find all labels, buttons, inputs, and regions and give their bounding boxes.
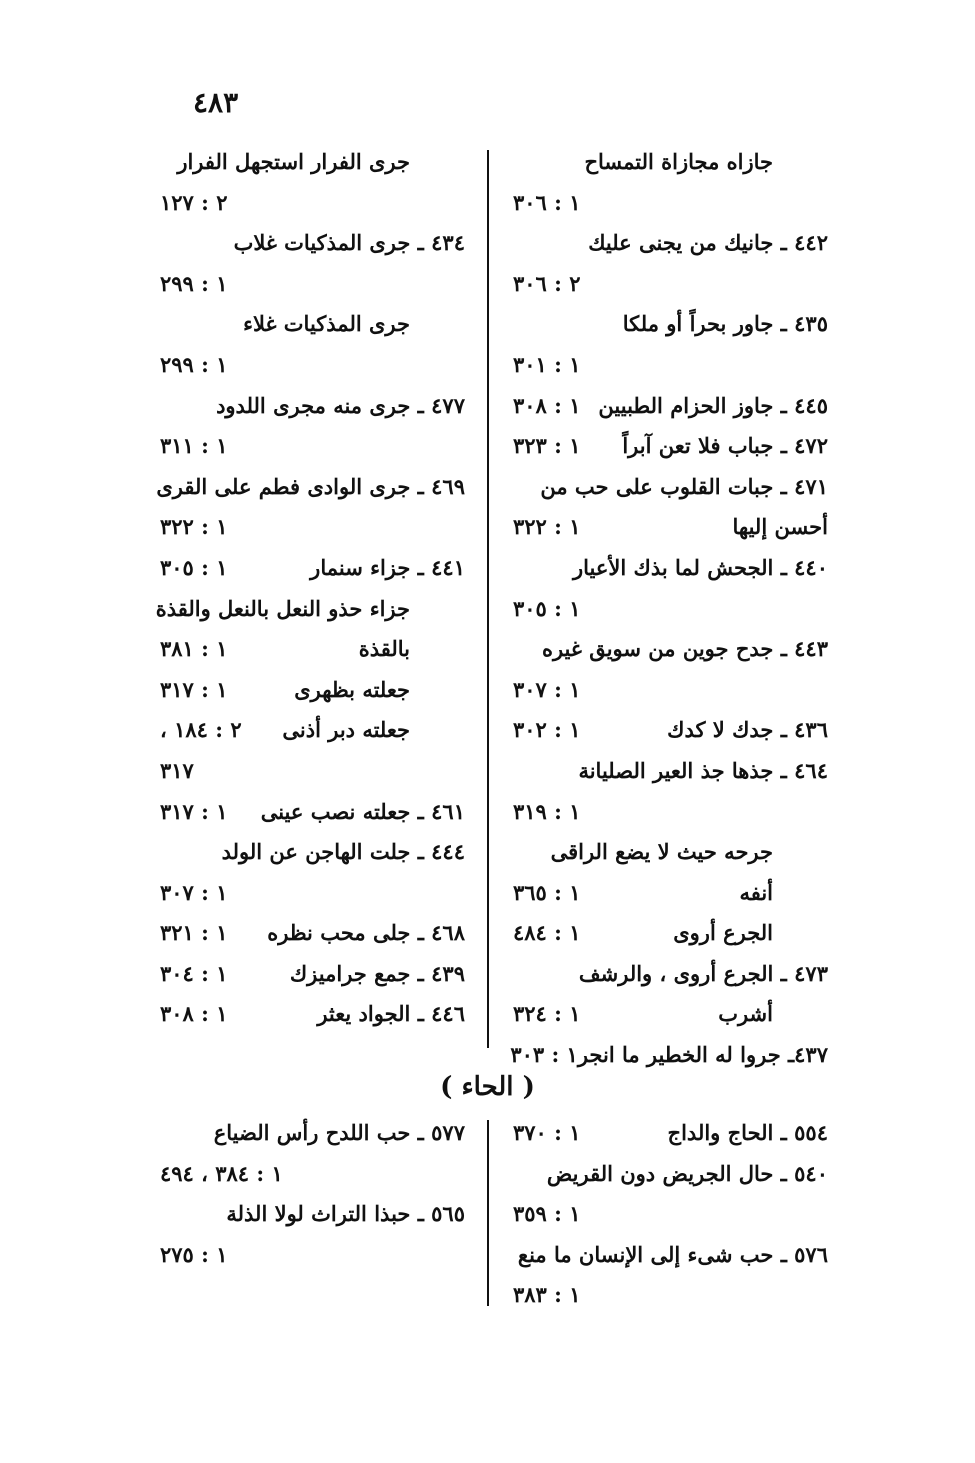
section1-left-column (155, 142, 465, 1035)
entry-reference: ١ : ٣٨٣ (513, 1282, 581, 1308)
entry-text: ٤٧٣ ـ الجرع أروى ، والرشف (578, 960, 828, 986)
index-entry (513, 994, 828, 1035)
index-entry (160, 629, 465, 670)
entry-reference: ١ : ٣٠٣ (510, 1042, 578, 1068)
index-entry (160, 264, 465, 305)
entry-reference: ١ : ٣٠١ (513, 351, 581, 377)
column-divider-1 (487, 150, 489, 1048)
index-entry (160, 832, 465, 873)
index-entry (513, 507, 828, 548)
entry-reference: ١ : ٣٠٥ (160, 554, 228, 580)
index-entry (160, 994, 465, 1035)
entry-text: جعلته دبر أذنى (282, 717, 410, 743)
entry-text: ٤٣٦ ـ جدك لا كدك (667, 717, 828, 743)
entry-reference: ١ : ٢٧٥ (160, 1241, 228, 1267)
entry-text: ٤٤٢ ـ جانيك من يجنى عليك (588, 230, 828, 256)
index-entry (513, 1154, 828, 1195)
section2-left-column (160, 1113, 465, 1275)
entry-text: ٥٤٠ ـ حال الجريض دون القريض (546, 1160, 828, 1186)
entry-text: ٤٤٠ ـ الجحش لما بذك الأعيار (573, 554, 828, 580)
index-entry (513, 832, 828, 873)
entry-text: ٤٤٤ ـ جلت الهاجن عن الولد (221, 839, 465, 865)
entry-reference: ٢ : ٣٠٦ (513, 270, 581, 296)
entry-text: ٤٧٧ ـ جرى منه مجرى اللدود (216, 392, 465, 418)
entry-reference: ١ : ٣٠٧ (160, 879, 228, 905)
index-entry (160, 345, 465, 386)
entry-text: ٥٦٥ ـ حبذا التراث لولا الذلة (226, 1201, 465, 1227)
entry-text: جرى الفرار استجهل الفرار (177, 149, 410, 174)
index-entry (513, 1113, 828, 1154)
index-entry (513, 467, 828, 508)
index-entry (160, 183, 465, 224)
index-entry (513, 954, 828, 995)
index-entry (513, 1194, 828, 1235)
entry-reference: ١ : ٤٨٤ (513, 920, 581, 946)
index-entry (160, 223, 465, 264)
index-entry (160, 1113, 465, 1154)
index-entry (160, 954, 465, 995)
index-entry (156, 467, 465, 508)
index-entry (160, 142, 465, 183)
index-entry (513, 304, 828, 345)
entry-reference: ١ : ٣٥٩ (513, 1201, 581, 1227)
entry-reference: ١ : ٣٠٨ (160, 1001, 228, 1027)
entry-reference: ١ : ٣٨١ (160, 636, 228, 662)
index-entry (513, 792, 828, 833)
index-entry (513, 1275, 828, 1316)
entry-text: جازاه مجازاة التمساح (584, 149, 773, 174)
entry-reference: ١ : ٣٠٦ (513, 189, 581, 215)
page-number: ٤٨٣ (193, 86, 239, 119)
entry-text: ٤٤٦ ـ الجواد يعثر (317, 1001, 465, 1027)
entry-text: ٤٣٥ ـ جاور بحراً أو ملكا (622, 311, 828, 337)
entry-text: جزاء حذو النعل بالنعل والقذة (155, 595, 410, 621)
index-entry (160, 873, 465, 914)
index-entry (160, 670, 465, 711)
entry-text: ٤٤٣ ـ جدح جوين من سويق غيره (541, 636, 828, 662)
index-entry (160, 1235, 465, 1276)
index-entry (513, 223, 828, 264)
index-entry (160, 1194, 465, 1235)
entry-text: ٥٧٦ ـ حب شىء إلى الإنسان ما منع (517, 1241, 828, 1267)
entry-text: بالقذة (358, 636, 410, 662)
index-entry (513, 751, 828, 792)
entry-text: ٤٦٨ ـ جلى محب نظره (267, 920, 465, 946)
index-entry (510, 1035, 828, 1076)
entry-reference: ٢ : ١٢٧ (160, 189, 228, 215)
entry-reference: ١ : ٣٦٥ (513, 879, 581, 905)
entry-text: ٤٦١ ـ جعلته نصب عينى (260, 798, 465, 824)
entry-reference: ١ : ٣٧٠ (513, 1120, 581, 1145)
entry-reference: ١ : ٢٩٩ (160, 351, 228, 377)
entry-text: ٤٧١ ـ جبات القلوب على حب من (540, 473, 828, 499)
entry-text: أشرب (718, 1001, 773, 1027)
entry-text: ٤٤١ ـ جزاء سنمار (310, 554, 465, 580)
entry-reference: ١ : ٣٢٢ (513, 514, 581, 540)
section-title-haa: ( الحاء ) (440, 1072, 535, 1102)
entry-reference: ١ : ٣٨٤ ، ٤٩٤ (160, 1160, 283, 1186)
entry-text: ٤٦٩ ـ جرى الوادى فطم على القرى (156, 473, 465, 499)
entry-reference: ١ : ٣١٩ (513, 798, 581, 824)
index-entry (513, 1235, 828, 1276)
index-entry (160, 548, 465, 589)
entry-reference: ٢ : ١٨٤ ، (160, 717, 242, 743)
index-entry (160, 304, 465, 345)
entry-text: ٤٧٢ ـ جباب فلا تعن آبراً (622, 433, 828, 459)
section2-right-column (513, 1113, 828, 1316)
entry-text: ٤٣٧ـ جروا له الخطير ما انجر (577, 1042, 828, 1068)
entry-text: ٥٥٤ ـ الحاج والداج (667, 1120, 828, 1145)
entry-reference: ١ : ٣٠٥ (513, 595, 581, 621)
entry-reference: ١ : ٣٠٢ (513, 717, 581, 743)
entry-reference: ١ : ٣٠٧ (513, 676, 581, 702)
index-entry (160, 913, 465, 954)
entry-text: ٤٣٤ ـ جرى المذكيات غلاب (233, 230, 465, 256)
entry-text: ٥٧٧ ـ حب اللدح رأس الضياع (213, 1120, 465, 1145)
index-entry (513, 264, 828, 305)
index-entry (160, 751, 465, 792)
index-entry (513, 873, 828, 914)
index-entry (513, 913, 828, 954)
entry-reference: ١ : ٣١٧ (160, 676, 228, 702)
entry-text: الجرع أروى (673, 920, 773, 946)
index-entry (160, 1154, 465, 1195)
entry-reference: ١ : ٣١٧ (160, 798, 228, 824)
entry-reference: ١ : ٣٢٣ (513, 433, 581, 459)
index-entry (513, 589, 828, 630)
entry-text: أنفه (739, 879, 773, 905)
index-entry (513, 142, 828, 183)
entry-reference: ١ : ٣٢٤ (513, 1001, 581, 1027)
column-divider-2 (487, 1120, 489, 1306)
entry-reference: ١ : ٢٩٩ (160, 270, 228, 296)
entry-reference: ٣١٧ (160, 757, 194, 783)
entry-text: أحسن إليها (732, 514, 828, 540)
entry-reference: ١ : ٣٠٤ (160, 960, 228, 986)
index-entry (513, 710, 828, 751)
entry-text: جرحه حيث لا يضع الراقى (550, 839, 773, 865)
index-entry (160, 386, 465, 427)
entry-text: ٤٣٩ ـ جمع جراميزك (289, 960, 465, 986)
index-entry (513, 345, 828, 386)
index-entry (513, 426, 828, 467)
entry-text: ٤٦٤ ـ جذها جذ العير الصليانة (578, 757, 828, 783)
entry-text: جرى المذكيات غلاء (243, 311, 410, 337)
index-entry (513, 548, 828, 589)
index-entry (513, 386, 828, 427)
index-entry (513, 629, 828, 670)
entry-reference: ١ : ٣١١ (160, 433, 228, 459)
entry-text: جعلته بظهرى (294, 676, 410, 702)
index-entry (160, 426, 465, 467)
entry-reference: ١ : ٣٠٨ (513, 392, 581, 418)
index-entry (160, 507, 465, 548)
index-entry (160, 792, 465, 833)
index-entry (160, 710, 465, 751)
index-entry (513, 183, 828, 224)
index-entry (513, 670, 828, 711)
section1-right-column (510, 142, 828, 1076)
entry-text: ٤٤٥ ـ جاوز الحزام الطبيين (598, 392, 828, 418)
index-entry (155, 589, 465, 630)
entry-reference: ١ : ٣٢٢ (160, 514, 228, 540)
entry-reference: ١ : ٣٢١ (160, 920, 228, 946)
